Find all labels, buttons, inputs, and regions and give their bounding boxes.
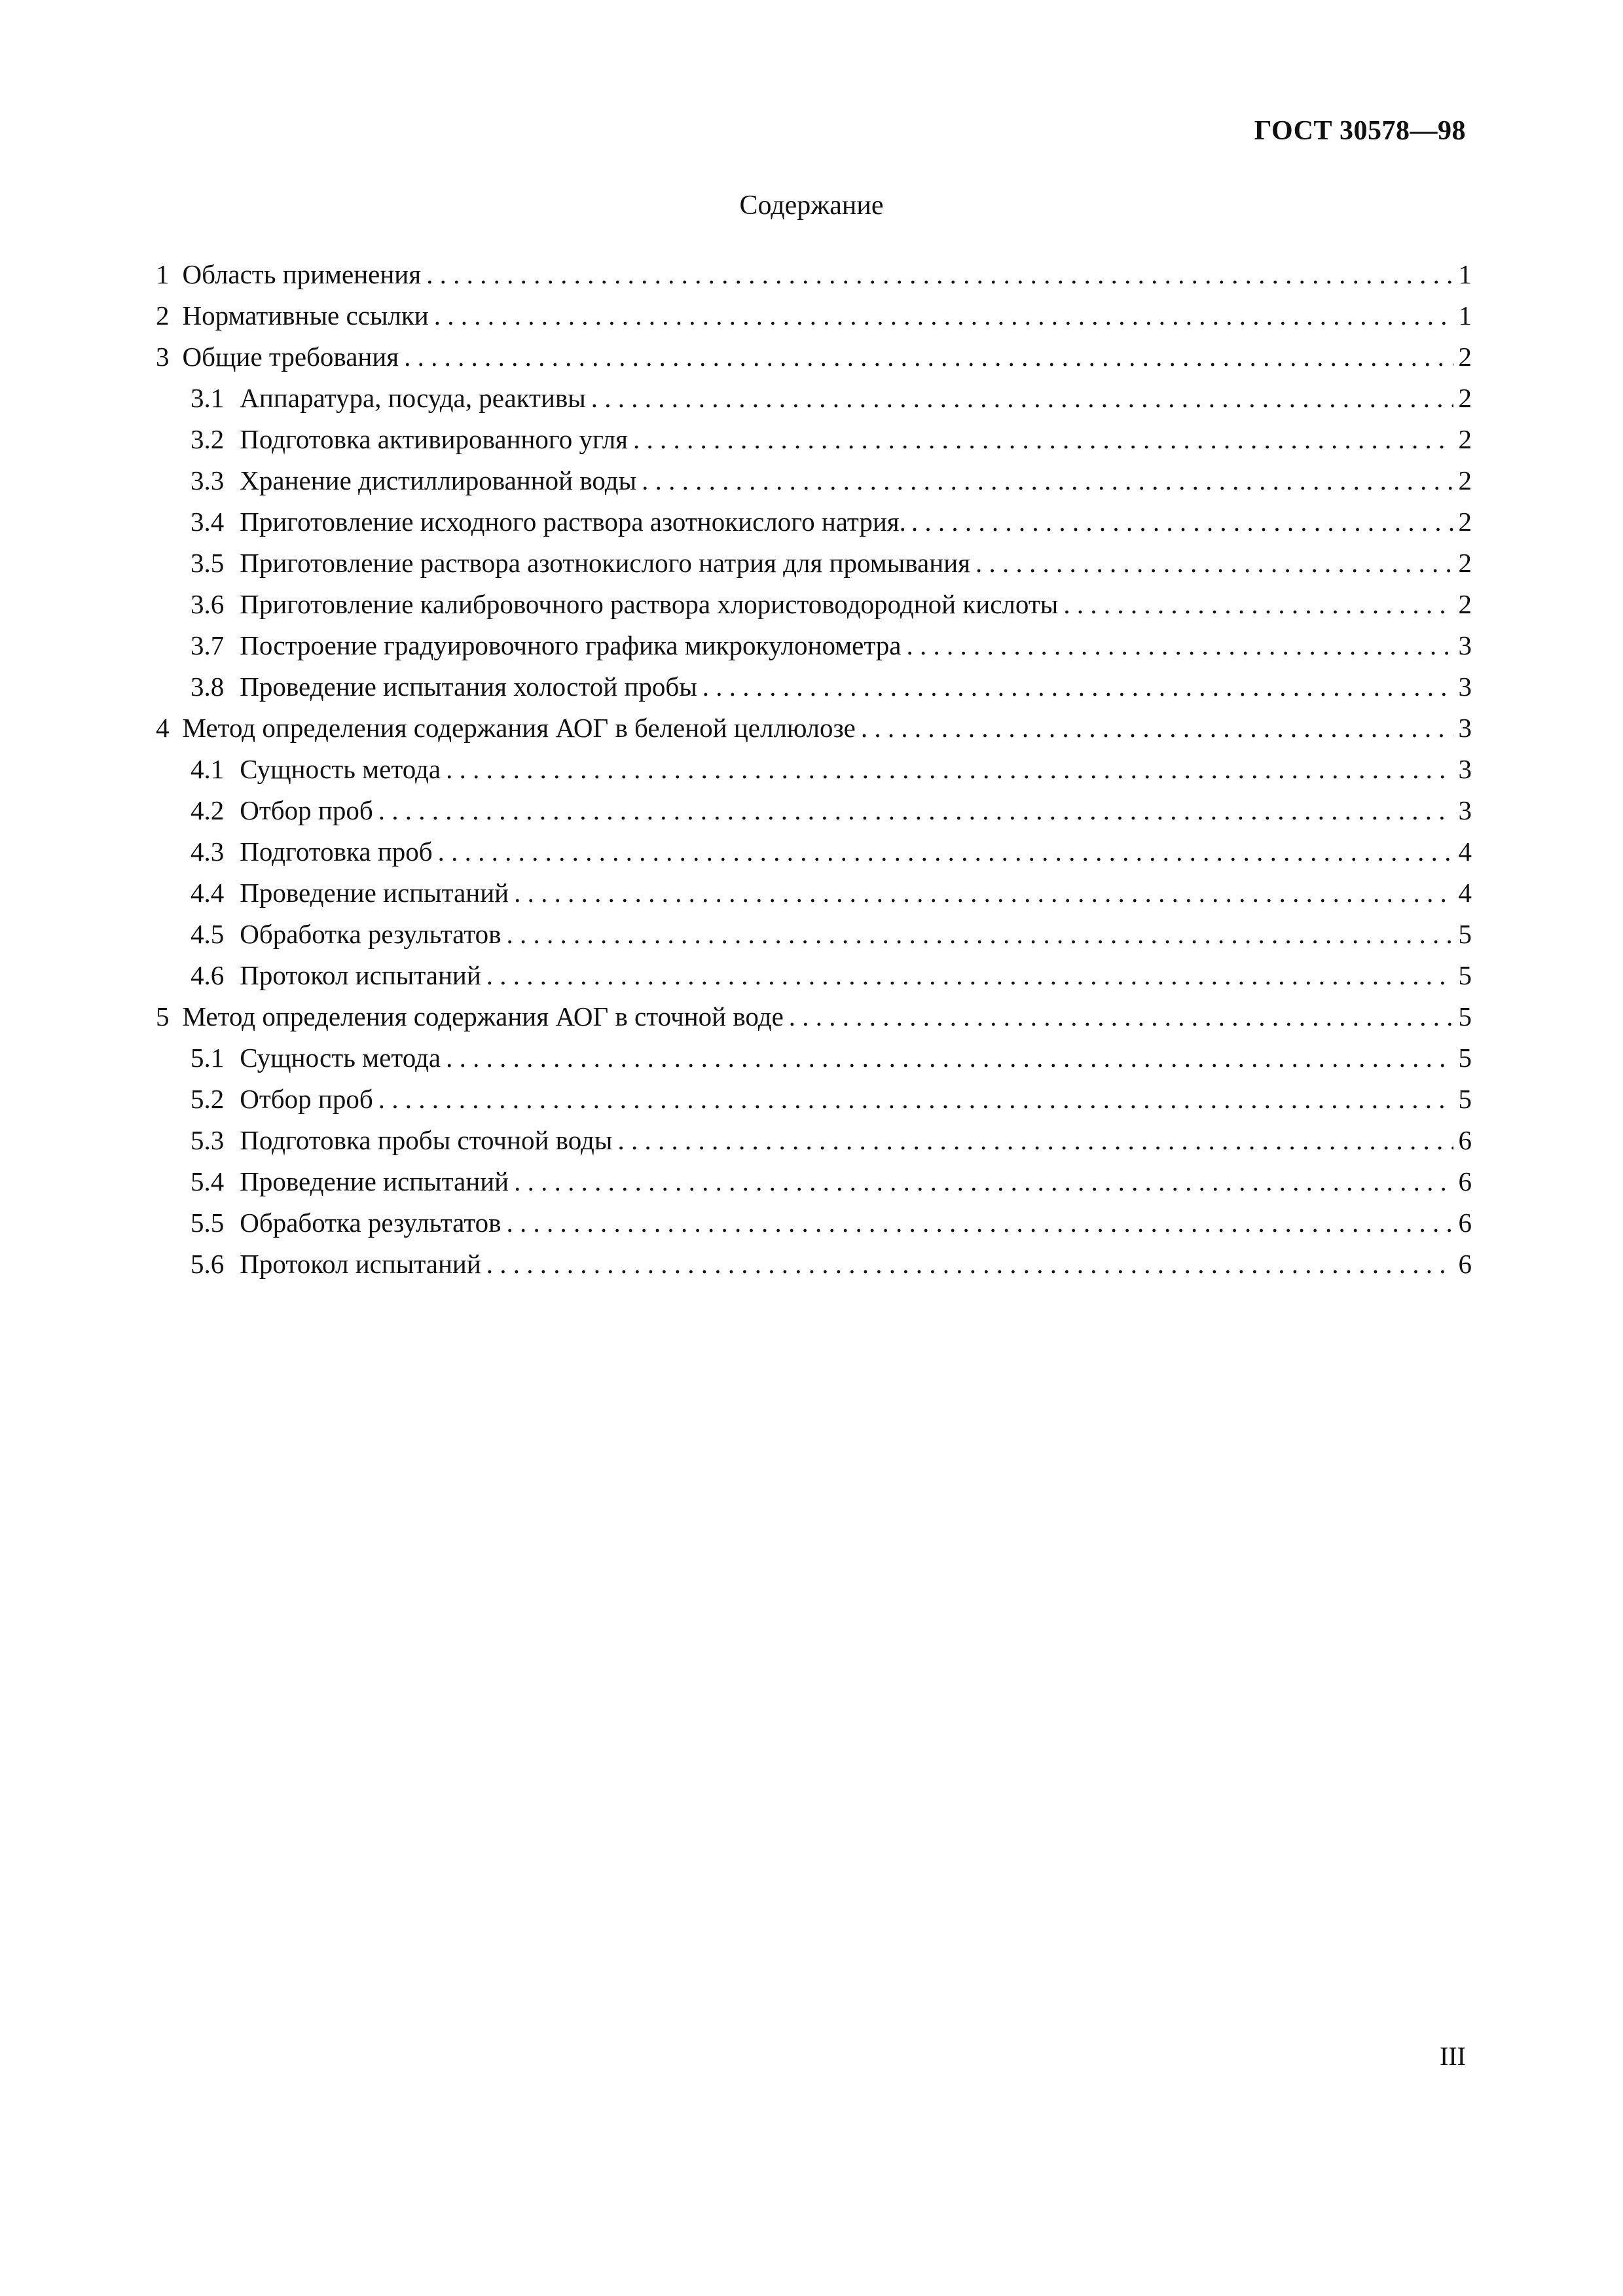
toc-dot-leader bbox=[911, 501, 1453, 543]
toc-entry-page: 4 bbox=[1458, 836, 1472, 867]
toc-entry[interactable] bbox=[156, 1079, 1472, 1120]
toc-dot-leader bbox=[378, 1079, 1453, 1120]
toc-entry-number: 3.8 bbox=[191, 672, 225, 702]
toc-entry-number: 5.4 bbox=[191, 1166, 225, 1196]
document-code: ГОСТ 30578—98 bbox=[1254, 116, 1466, 146]
toc-entry-number: 5.5 bbox=[191, 1208, 225, 1238]
toc-entry[interactable] bbox=[156, 1161, 1472, 1202]
toc-entry-number: 3.3 bbox=[191, 465, 225, 495]
toc-entry-number: 3.6 bbox=[191, 589, 225, 619]
toc-entry-label: Приготовление раствора азотнокислого натрия для промывания bbox=[240, 548, 970, 578]
toc-entry-label: Протокол испытаний bbox=[240, 1249, 481, 1279]
toc-dot-leader bbox=[434, 295, 1453, 336]
toc-entry[interactable] bbox=[156, 872, 1472, 914]
toc-dot-leader bbox=[702, 666, 1453, 708]
toc-entry[interactable] bbox=[156, 666, 1472, 708]
toc-entry[interactable] bbox=[156, 1120, 1472, 1161]
toc-entry[interactable] bbox=[156, 914, 1472, 955]
toc-entry-label: Протокол испытаний bbox=[240, 960, 481, 990]
toc-entry-label: Подготовка пробы сточной воды bbox=[240, 1125, 613, 1155]
toc-entry-number: 3.2 bbox=[191, 424, 225, 454]
toc-entry-number: 4.2 bbox=[191, 795, 225, 825]
toc-entry-label: Обработка результатов bbox=[240, 1208, 501, 1238]
toc-entry-number: 2 bbox=[156, 300, 170, 331]
toc-entry-number: 4.3 bbox=[191, 836, 225, 867]
toc-entry[interactable] bbox=[156, 955, 1472, 996]
toc-entry-page: 2 bbox=[1458, 342, 1472, 372]
toc-entry-page: 3 bbox=[1458, 630, 1472, 660]
toc-entry[interactable] bbox=[156, 708, 1472, 749]
toc-entry-page: 5 bbox=[1458, 1043, 1472, 1073]
toc-entry-page: 2 bbox=[1458, 424, 1472, 454]
toc-entry-label: Нормативные ссылки bbox=[182, 300, 429, 331]
toc-dot-leader bbox=[861, 708, 1453, 749]
toc-dot-leader bbox=[404, 336, 1453, 378]
toc-entry-page: 1 bbox=[1458, 259, 1472, 289]
toc-entry-label: Подготовка активированного угля bbox=[240, 424, 629, 454]
toc-entry-label: Приготовление калибровочного раствора хлористоводородной кислоты bbox=[240, 589, 1059, 619]
toc-entry-label: Хранение дистиллированной воды bbox=[240, 465, 637, 495]
toc-entry-label: Сущность метода bbox=[240, 754, 441, 784]
toc-entry-page: 2 bbox=[1458, 465, 1472, 495]
toc-dot-leader bbox=[507, 914, 1453, 955]
toc-dot-leader bbox=[514, 1161, 1453, 1202]
table-of-contents bbox=[156, 254, 1472, 1285]
toc-dot-leader bbox=[976, 543, 1453, 584]
toc-dot-leader bbox=[486, 1244, 1453, 1285]
toc-entry-page: 6 bbox=[1458, 1166, 1472, 1196]
toc-entry-label: Проведение испытаний bbox=[240, 878, 509, 908]
toc-entry[interactable] bbox=[156, 996, 1472, 1037]
toc-dot-leader bbox=[507, 1202, 1453, 1244]
toc-entry-number: 1 bbox=[156, 259, 170, 289]
toc-entry-page: 2 bbox=[1458, 589, 1472, 619]
toc-entry[interactable] bbox=[156, 1244, 1472, 1285]
toc-entry[interactable] bbox=[156, 790, 1472, 831]
toc-entry-page: 1 bbox=[1458, 300, 1472, 331]
toc-entry-label: Проведение испытания холостой пробы bbox=[240, 672, 697, 702]
toc-dot-leader bbox=[789, 996, 1453, 1037]
toc-entry[interactable] bbox=[156, 419, 1472, 460]
toc-dot-leader bbox=[642, 460, 1453, 501]
toc-entry-page: 3 bbox=[1458, 713, 1472, 743]
toc-dot-leader bbox=[633, 419, 1453, 460]
toc-entry[interactable] bbox=[156, 543, 1472, 584]
toc-entry[interactable] bbox=[156, 584, 1472, 625]
toc-entry[interactable] bbox=[156, 378, 1472, 419]
toc-entry-label: Отбор проб bbox=[240, 795, 373, 825]
toc-entry[interactable] bbox=[156, 460, 1472, 501]
toc-entry-label: Метод определения содержания АОГ в беленой целлюлозе bbox=[182, 713, 856, 743]
toc-entry-page: 6 bbox=[1458, 1125, 1472, 1155]
toc-entry-label: Проведение испытаний bbox=[240, 1166, 509, 1196]
toc-entry-label: Приготовление исходного раствора азотнокислого натрия. bbox=[240, 507, 906, 537]
toc-entry-label: Отбор проб bbox=[240, 1084, 373, 1114]
toc-entry[interactable] bbox=[156, 254, 1472, 295]
toc-entry-number: 4.1 bbox=[191, 754, 225, 784]
toc-dot-leader bbox=[1063, 584, 1453, 625]
toc-entry-label: Обработка результатов bbox=[240, 919, 501, 949]
toc-entry-page: 2 bbox=[1458, 507, 1472, 537]
toc-entry-label: Метод определения содержания АОГ в сточной воде bbox=[182, 1001, 784, 1031]
toc-dot-leader bbox=[906, 625, 1453, 666]
toc-entry[interactable] bbox=[156, 831, 1472, 872]
toc-entry-page: 4 bbox=[1458, 878, 1472, 908]
toc-entry-label: Сущность метода bbox=[240, 1043, 441, 1073]
toc-entry[interactable] bbox=[156, 1202, 1472, 1244]
toc-entry-page: 5 bbox=[1458, 960, 1472, 990]
toc-dot-leader bbox=[486, 955, 1453, 996]
toc-entry-page: 3 bbox=[1458, 795, 1472, 825]
toc-entry-page: 6 bbox=[1458, 1249, 1472, 1279]
toc-entry[interactable] bbox=[156, 749, 1472, 790]
toc-entry-page: 5 bbox=[1458, 1084, 1472, 1114]
toc-entry-label: Аппаратура, посуда, реактивы bbox=[240, 383, 586, 413]
toc-entry-number: 4.5 bbox=[191, 919, 225, 949]
toc-title: Содержание bbox=[739, 190, 884, 221]
toc-dot-leader bbox=[514, 872, 1453, 914]
toc-entry-number: 3.4 bbox=[191, 507, 225, 537]
toc-dot-leader bbox=[438, 831, 1453, 872]
toc-entry[interactable] bbox=[156, 295, 1472, 336]
toc-entry-page: 5 bbox=[1458, 1001, 1472, 1031]
toc-entry[interactable] bbox=[156, 1037, 1472, 1079]
toc-entry-page: 6 bbox=[1458, 1208, 1472, 1238]
toc-entry-number: 3.1 bbox=[191, 383, 225, 413]
toc-entry-number: 5.3 bbox=[191, 1125, 225, 1155]
toc-entry-number: 5.1 bbox=[191, 1043, 225, 1073]
toc-entry-number: 3.5 bbox=[191, 548, 225, 578]
toc-entry-number: 3.7 bbox=[191, 630, 225, 660]
toc-entry-number: 3 bbox=[156, 342, 170, 372]
toc-dot-leader bbox=[378, 790, 1453, 831]
toc-entry[interactable] bbox=[156, 625, 1472, 666]
toc-entry-number: 5.2 bbox=[191, 1084, 225, 1114]
toc-dot-leader bbox=[446, 1037, 1453, 1079]
toc-dot-leader bbox=[591, 378, 1453, 419]
toc-entry-number: 4.4 bbox=[191, 878, 225, 908]
toc-dot-leader bbox=[446, 749, 1453, 790]
toc-entry-label: Общие требования bbox=[182, 342, 399, 372]
toc-entry[interactable] bbox=[156, 336, 1472, 378]
toc-entry-page: 5 bbox=[1458, 919, 1472, 949]
toc-entry-page: 2 bbox=[1458, 548, 1472, 578]
toc-entry-page: 2 bbox=[1458, 383, 1472, 413]
toc-dot-leader bbox=[426, 254, 1453, 295]
toc-entry-number: 4.6 bbox=[191, 960, 225, 990]
toc-entry-page: 3 bbox=[1458, 754, 1472, 784]
toc-entry-label: Построение градуировочного графика микрокулонометра bbox=[240, 630, 902, 660]
page-number: III bbox=[1440, 2041, 1466, 2071]
toc-entry-number: 5.6 bbox=[191, 1249, 225, 1279]
toc-entry-page: 3 bbox=[1458, 672, 1472, 702]
toc-dot-leader bbox=[617, 1120, 1453, 1161]
toc-entry-number: 5 bbox=[156, 1001, 170, 1031]
toc-entry[interactable] bbox=[156, 501, 1472, 543]
toc-entry-label: Подготовка проб bbox=[240, 836, 433, 867]
toc-entry-label: Область применения bbox=[182, 259, 422, 289]
toc-entry-number: 4 bbox=[156, 713, 170, 743]
